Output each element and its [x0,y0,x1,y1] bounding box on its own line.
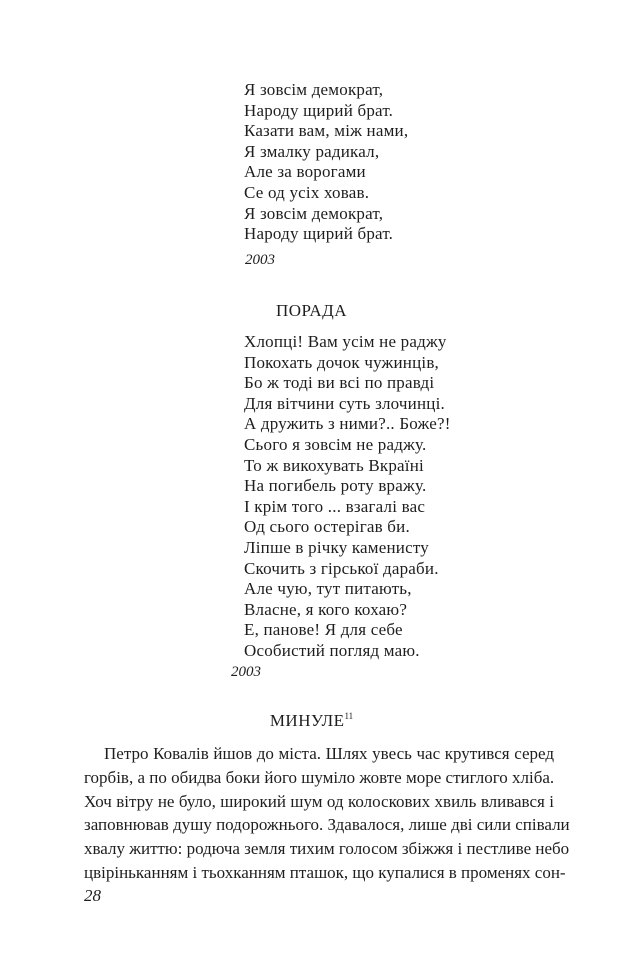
prose-line: хвалу життю: родюча земля тихим голосом збіжжя і пестливе небо [84,839,570,859]
poem-line: Власне, я кого кохаю? [244,599,408,619]
poem-line: Се од усіх ховав. [244,182,370,202]
poem-line: Ліпше в річку каменисту [244,537,429,557]
poem-line: Казати вам, між нами, [244,121,409,141]
poem-democrat [244,80,408,245]
poem-line: Я зовсім демократ, [244,203,384,223]
story-title-text: МИНУЛЕ [269,711,345,730]
poem-line: На погибель роту вражу. [244,476,427,496]
story-title [0,711,623,731]
poem-line: Бо ж тоді ви всі по правді [244,373,435,393]
poem-line: Скочить з гірської дараби. [244,558,439,578]
footnote-marker[interactable]: 11 [344,711,354,721]
poem-date: 2003 [245,252,275,268]
poem-date: 2003 [231,664,261,680]
poem-line: Народу щирий брат. [244,224,394,244]
prose-line: Петро Ковалів йшов до міста. Шлях увесь час крутився серед [104,744,554,763]
story-text [84,742,570,885]
prose-line: горбів, а по обидва боки його шуміло жовте море стиглого хліба. [84,767,555,787]
prose-line: заповнював душу подорожнього. Здавалося, лише дві сили співали [84,815,570,835]
poem-line: Од сього остерігав би. [244,517,410,537]
poem-line: Особистий погляд маю. [244,640,420,660]
poem-line: І крім того ... взагалі вас [244,496,426,516]
poem-line: То ж викохувать Вкраїні [244,455,424,475]
poem-line: Хлопці! Вам усім не раджу [244,332,447,351]
poem-line: Сього я зовсім не раджу. [244,434,427,454]
poem-line: А дружить з ними?.. Боже?! [244,414,451,434]
poem-title: ПОРАДА [276,301,347,320]
poem-line: Я змалку радикал, [244,141,380,161]
poem-line: Е, панове! Я для себе [244,620,403,640]
poem-line: Народу щирий брат. [244,100,394,120]
poem-line: Але чую, тут питають, [244,579,412,599]
prose-line: Хоч вітру не було, широкий шум од колоскових хвиль вливався і [84,791,554,811]
page-number: 28 [84,886,101,905]
poem-line: Але за ворогами [244,162,366,182]
poem-line: Покохать дочок чужинців, [244,352,439,372]
poem-line: Я зовсім демократ, [244,80,384,99]
poem-advice [244,332,451,662]
prose-line: цвіріньканням і тьохканням пташок, що купалися в променях сон- [84,862,566,882]
poem-line: Для вітчини суть злочинці. [244,393,445,413]
